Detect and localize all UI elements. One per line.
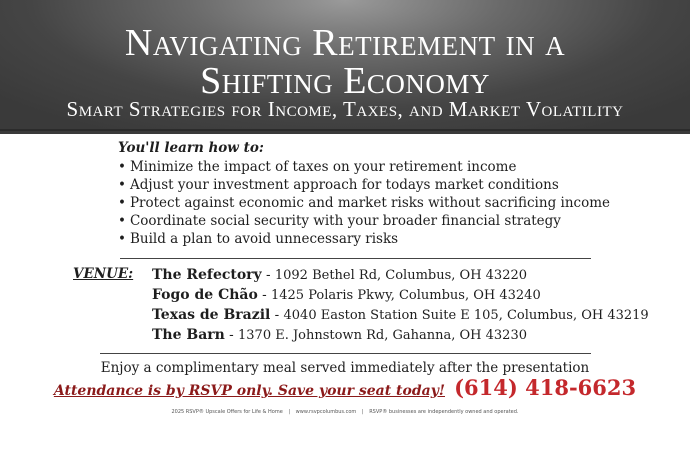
venue-dash: -: [270, 307, 284, 323]
venue-list: [152, 265, 649, 345]
venue-address: 1092 Bethel Rd, Columbus, OH 43220: [274, 268, 528, 283]
venue-row: [152, 265, 649, 285]
venue-name: Texas de Brazil: [152, 307, 271, 323]
list-item: [118, 212, 638, 230]
phone-number[interactable]: (614) 418-6623: [454, 375, 637, 400]
title-line-2: Shifting Economy: [200, 60, 490, 102]
footer-disclaimer: RSVP® businesses are independently owned and operated.: [369, 409, 519, 415]
venue-label: VENUE:: [73, 266, 134, 282]
list-item: [118, 194, 638, 212]
meal-note: Enjoy a complimentary meal served immediately after the presentation: [100, 360, 590, 376]
list-item: [118, 158, 638, 176]
subtitle: Smart Strategies for Income, Taxes, and Market Volatility: [66, 97, 624, 121]
venue-address: 4040 Easton Station Suite E 105, Columbus, OH 43219: [283, 308, 649, 323]
rsvp-line: [0, 375, 690, 400]
venue-name: The Refectory: [152, 267, 262, 283]
learn-heading: You'll learn how to:: [118, 140, 264, 156]
footer-separator: |: [361, 409, 364, 415]
venue-dash: -: [224, 327, 238, 343]
title-line-1: Navigating Retirement in a: [124, 22, 566, 64]
learn-section: [118, 140, 638, 248]
section-divider: [120, 258, 591, 259]
venue-address: 1425 Polaris Pkwy, Columbus, OH 43240: [270, 288, 541, 303]
bullet-glyph: •: [118, 213, 126, 229]
bullet-glyph: •: [118, 177, 126, 193]
footer: [0, 409, 690, 415]
list-item: [118, 176, 638, 194]
bullet-glyph: •: [118, 159, 126, 175]
rsvp-text: Attendance is by RSVP only. Save your seat today!: [53, 383, 445, 399]
footer-copyright: 2025 RSVP® Upscale Offers for Life & Home: [171, 409, 283, 415]
venue-row: [152, 285, 649, 305]
venue-dash: -: [261, 267, 275, 283]
venue-dash: -: [257, 287, 271, 303]
bullet-glyph: •: [118, 231, 126, 247]
list-item-text: Protect against economic and market risks without sacrificing income: [129, 195, 610, 211]
list-item: [118, 230, 638, 248]
section-divider: [100, 353, 591, 354]
learn-list: [118, 158, 638, 248]
footer-separator: |: [288, 409, 291, 415]
header-banner: [0, 0, 690, 131]
list-item-text: Minimize the impact of taxes on your retirement income: [129, 159, 517, 175]
venue-name: The Barn: [152, 327, 225, 343]
venue-address: 1370 E. Johnstown Rd, Gahanna, OH 43230: [238, 328, 527, 343]
footer-website[interactable]: www.rsvpcolumbus.com: [295, 409, 357, 415]
bullet-glyph: •: [118, 195, 126, 211]
list-item-text: Coordinate social security with your broader financial strategy: [129, 213, 561, 229]
venue-name: Fogo de Chão: [152, 287, 258, 303]
list-item-text: Build a plan to avoid unnecessary risks: [129, 231, 399, 247]
venue-row: [152, 305, 649, 325]
venue-row: [152, 325, 649, 345]
list-item-text: Adjust your investment approach for todays market conditions: [129, 177, 559, 193]
header-divider: [0, 131, 690, 134]
